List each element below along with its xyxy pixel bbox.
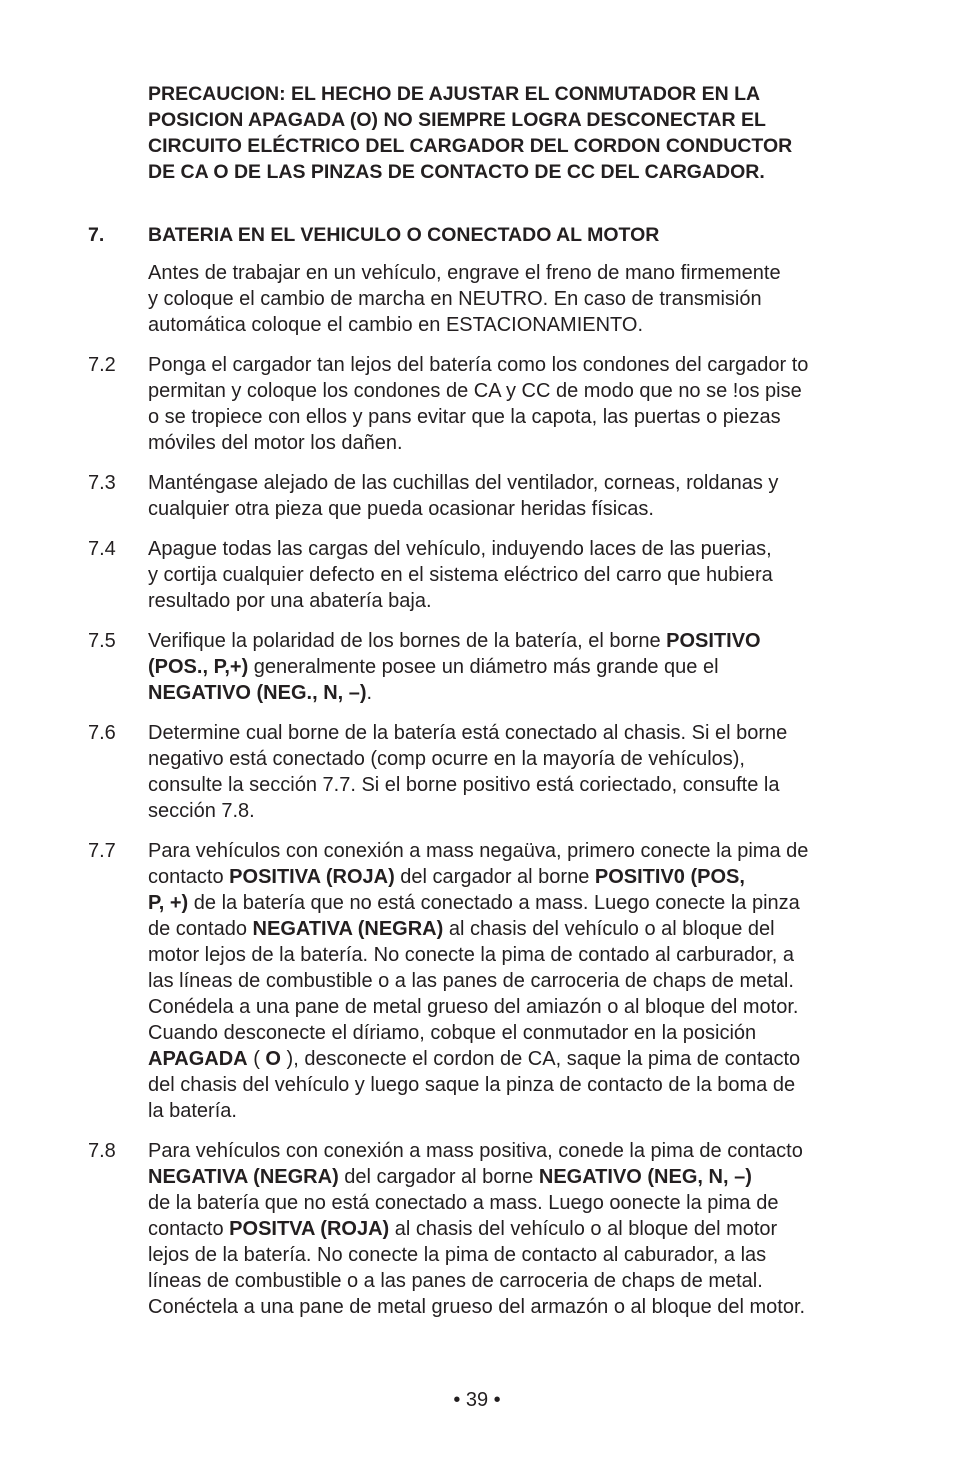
- text-run: al chasis del vehículo o al bloque del motor lejos de la batería. No conecte la pima de contado al carburador, a las líneas de combustible o a las panes de carroceria de chaps de metal. Conédela a una pane de metal grueso del amiazón o al bloque del motor. Cuando desconecte el díriamo, cobque el conmutador en la posición: [148, 918, 799, 1044]
- bold-term: APAGADA: [148, 1048, 248, 1070]
- item-number: 7.6: [88, 722, 116, 744]
- bold-term: O: [265, 1048, 281, 1070]
- item-text: [148, 838, 888, 1124]
- text-run: .: [366, 682, 373, 704]
- text-run: Verifique la polaridad de los bornes de la batería, el borne: [148, 630, 667, 652]
- item-number: 7.7: [88, 840, 116, 862]
- bold-term: NEGATIVO (NEG., N, –): [148, 682, 367, 704]
- page-number: • 39 •: [453, 1389, 501, 1411]
- bold-term: POSITIVA (ROJA): [229, 866, 395, 888]
- item-text: [148, 470, 888, 522]
- item-number: 7.4: [88, 538, 116, 560]
- section-heading: [0, 222, 954, 248]
- list-item: [0, 470, 954, 522]
- text-run: Apague todas las cargas del vehículo, induyendo laces de las puerias, y cortija cualquier defecto en el sistema eléctrico del carro que hubiera resultado por una abatería baja.: [148, 538, 773, 612]
- bold-term: POSITIVO (POS., P,+): [148, 630, 761, 678]
- bold-term: POSITVA (ROJA): [229, 1218, 390, 1240]
- list-item: [0, 720, 954, 824]
- item-text: [148, 536, 888, 614]
- section-content: [0, 222, 954, 1334]
- text-run: Manténgase alejado de las cuchillas del ventilador, corneas, roldanas y cualquier otra pieza que pueda ocasionar heridas físicas.: [148, 472, 779, 520]
- bold-term: NEGATIVO (NEG, N, –): [538, 1166, 752, 1188]
- text-run: Para vehículos con conexión a mass positiva, conede la pima de contacto: [148, 1140, 803, 1162]
- item-number: 7.3: [88, 472, 116, 494]
- list-item: [0, 628, 954, 706]
- bold-term: POSITIV0 (POS, P, +): [148, 866, 745, 914]
- text-run: generalmente posee un diámetro más grande que el: [253, 656, 719, 678]
- text-run: Para vehículos con conexión a mass negaüva, primero conecte la pima de contacto: [148, 840, 809, 888]
- item-text: [148, 628, 888, 706]
- item-text: [148, 720, 888, 824]
- bold-term: NEGATIVA (NEGRA): [252, 918, 444, 940]
- caution-notice: PRECAUCION: EL HECHO DE AJUSTAR EL CONMUTADOR EN LA POSICION APAGADA (O) NO SIEMPRE LOGRA DESCONECTAR EL CIRCUITO ELÉCTRICO DEL CARGADOR DEL CORDON CONDUCTOR DE CA O DE LAS PINZAS DE CONTACTO DE CC DEL CARGADOR.: [148, 83, 793, 183]
- text-run: (: [247, 1048, 266, 1070]
- section-number: 7.: [88, 224, 105, 246]
- section-intro: [0, 260, 954, 338]
- list-item: [0, 838, 954, 1124]
- item-number: 7.2: [88, 354, 116, 376]
- text-run: del cargador al borne: [338, 1166, 539, 1188]
- bold-term: NEGATIVA (NEGRA): [148, 1166, 339, 1188]
- item-number: 7.5: [88, 630, 116, 652]
- text-run: Determine cual borne de la batería está conectado al chasis. Si el borne negativo está conectado (comp ocurre en la mayoría de vehículos), consulte la sección 7.7. Si el borne positivo está coriectado, consufte la sección 7.8.: [148, 722, 788, 822]
- item-text: [148, 352, 888, 456]
- text-run: de la batería que no está conectado a mass. Luego conecte la pinza de contado: [148, 892, 800, 940]
- text-run: del cargador al borne: [394, 866, 595, 888]
- text-run: Ponga el cargador tan lejos del batería como los condones del cargador to permitan y coloque los condones de CA y CC de modo que no se !os pise o se tropiece con ellos y pans evitar que la capota, las puertas o piezas móviles del motor los dañen.: [148, 354, 809, 454]
- list-item: [0, 536, 954, 614]
- intro-paragraph: Antes de trabajar en un vehículo, engrave el freno de mano firmemente y coloque el cambio de marcha en NEUTRO. En caso de transmisión automática coloque el cambio en ESTACIONAMIENTO.: [148, 262, 781, 336]
- list-item: [0, 1138, 954, 1320]
- item-text: [148, 1138, 888, 1320]
- text-run: ), desconecte el cordon de CA, saque la pima de contacto del chasis del vehículo y luego saque la pinza de contacto de la boma de la batería.: [148, 1048, 801, 1122]
- list-item: [0, 352, 954, 456]
- numbered-items: [0, 352, 954, 1320]
- section-title: BATERIA EN EL VEHICULO O CONECTADO AL MOTOR: [148, 224, 660, 246]
- text-run: de la batería que no está conectado a mass. Luego oonecte la pima de contacto: [148, 1192, 779, 1240]
- item-number: 7.8: [88, 1140, 116, 1162]
- text-run: al chasis del vehículo o al bloque del motor lejos de la batería. No conecte la pima de contacto al caburador, a las líneas de combustible o a las panes de carroceria de chaps de metal. Conéctela a una pane de metal grueso del armazón o al bloque del motor.: [148, 1218, 806, 1318]
